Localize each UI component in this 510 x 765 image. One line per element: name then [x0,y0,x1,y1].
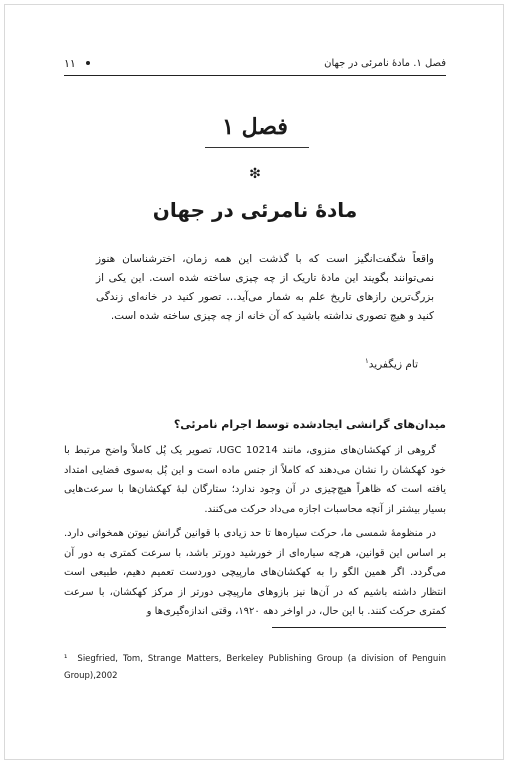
header-rule [64,75,446,76]
footnote-text: Siegfried, Tom, Strange Matters, Berkeley Publishing Group (a division of Penguin Group),2002 [64,654,446,681]
chapter-label: فصل ۱ [222,114,288,140]
running-header-title: فصل ۱. مادۀ نامرئی در جهان [324,57,446,69]
footnote [64,651,446,685]
epigraph-author: تام زیگفرید [368,358,418,371]
footnote-rule [272,627,446,628]
running-header-page [64,57,90,70]
chapter-title: مادۀ نامرئی در جهان [152,198,358,222]
running-header [64,55,446,71]
epigraph: واقعاً شگفت‌انگیز است که با گذشت این همه زمان، اخترشناسان هنوز نمی‌توانند بگویند این مادۀ تاریک از چه چیزی ساخته شده است. این یکی از بزرگ‌ترین رازهای تاریخ علم به شمار می‌آید… تصور کنید در خانه‌ای زندگی کنید و هیچ تصوری نداشته باشید که آن خانه از چه چیزی ساخته شده است. [96,253,434,322]
section-heading: میدان‌های گرانشی ایجادشده توسط اجرام نامرئی؟ [173,418,446,431]
bullet-icon [86,61,90,65]
body-text [64,441,446,627]
footnote-reference: ۱ [364,357,369,365]
paragraph: در منظومۀ شمسی ما، حرکت سیاره‌ها تا حد زیادی با قوانین گرانش نیوتن همخوانی دارد. بر اساس این قوانین، هرچه سیاره‌ای از خورشید دورتر باشد، با سرعت کمتری به دور آن می‌گردد. اگر همین الگو را به کهکشان‌های مارپیچی دوردست تعمیم دهیم، طبیعی است انتظار داشته باشیم که در آن‌ها نیز بازوهای مارپیچی دورتر از مرکز کهکشان، با سرعت کمتری حرکت کنند. با این حال، در اواخر دهه ۱۹۲۰، وقتی اندازه‌گیری‌ها و [64,528,446,617]
ornament-icon: ❇ [249,166,261,182]
footnote-marker: ¹ [64,654,68,664]
paragraph-text: ، تصویر یک پُل کاملاً واضح مرتبط با خود کهکشان را نشان می‌دهند که کاملاً از جنس ماده است و این پُل به‌سوی فضایی امتداد یافته است که ظاهراً هیچ‌چیزی در آن وجود ندارد؛ ستارگان لبۀ کهکشان‌ها با سرعت‌هایی بسیار بیشتر از آنچه محاسبات اجازه می‌داد حرکت می‌کنند. [64,445,446,515]
paragraph-text: گروهی از کهکشان‌های منزوی، مانند [277,445,437,456]
chapter-rule [205,147,309,148]
page-number: ۱۱ [64,56,76,70]
galaxy-code: UGC 10214 [219,445,278,456]
paragraph [64,441,446,519]
epigraph-source [365,357,418,371]
